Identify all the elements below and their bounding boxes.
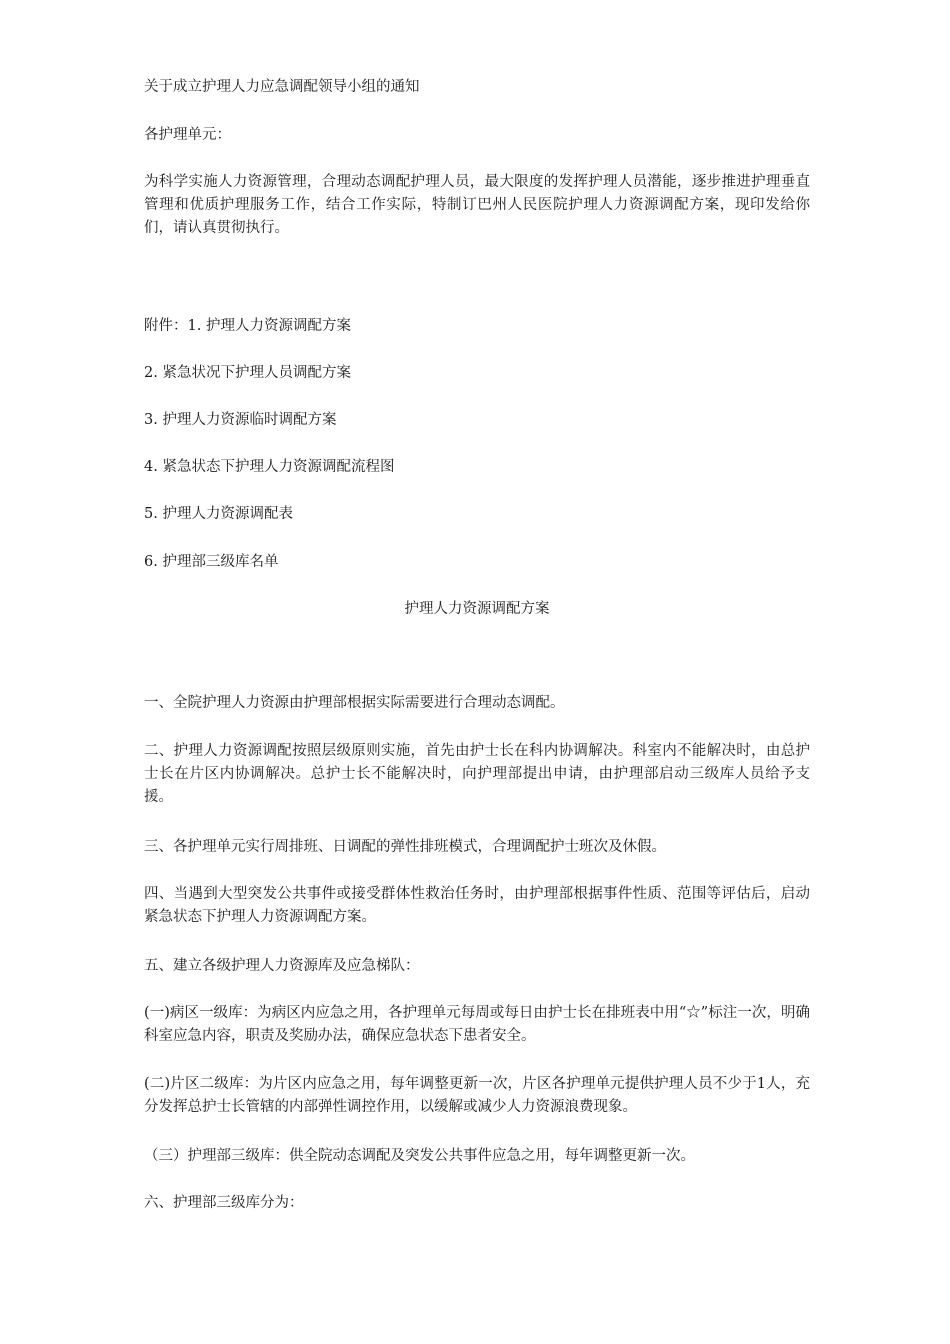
plan-section: 三、各护理单元实行周排班、日调配的弹性排班模式，合理调配护士班次及休假。 — [144, 839, 666, 855]
plan-section: 六、护理部三级库分为： — [144, 1195, 304, 1211]
attachment-item: 3. 护理人力资源临时调配方案 — [144, 412, 337, 428]
attachment-item: 6. 护理部三级库名单 — [144, 554, 279, 570]
plan-section: （三）护理部三级库：供全院动态调配及突发公共事件应急之用，每年调整更新一次。 — [144, 1148, 695, 1164]
attachment-item: 4. 紧急状态下护理人力资源调配流程图 — [144, 459, 395, 475]
plan-section: 五、建立各级护理人力资源库及应急梯队： — [144, 958, 420, 974]
attachment-item: 附件：1. 护理人力资源调配方案 — [144, 318, 351, 334]
plan-section: 一、全院护理人力资源由护理部根据实际需要进行合理动态调配。 — [144, 695, 565, 711]
attachment-item: 5. 护理人力资源调配表 — [144, 506, 293, 522]
plan-section: 二、护理人力资源调配按照层级原则实施，首先由护士长在科内协调解决。科室内不能解决时，由总护士长在片区内协调解决。总护士长不能解决时，向护理部提出申请，由护理部启动三级库人员给予支援。 — [144, 743, 810, 805]
notice-title: 关于成立护理人力应急调配领导小组的通知 — [144, 79, 420, 95]
notice-salutation: 各护理单元： — [144, 127, 231, 143]
plan-section: (一)病区一级库：为病区内应急之用，各护理单元每周或每日由护士长在排班表中用“☆”标注一次，明确科室应急内容，职责及奖励办法，确保应急状态下患者安全。 — [144, 1005, 810, 1044]
plan-section: (二)片区二级库：为片区内应急之用，每年调整更新一次，片区各护理单元提供护理人员不少于1人，充分发挥总护士长管辖的内部弹性调控作用，以缓解或减少人力资源浪费现象。 — [144, 1076, 810, 1115]
attachment-item: 2. 紧急状况下护理人员调配方案 — [144, 365, 351, 381]
plan-section: 四、当遇到大型突发公共事件或接受群体性救治任务时，由护理部根据事件性质、范围等评估后，启动紧急状态下护理人力资源调配方案。 — [144, 886, 810, 925]
plan-heading: 护理人力资源调配方案 — [404, 601, 550, 617]
notice-body: 为科学实施人力资源管理，合理动态调配护理人员，最大限度的发挥护理人员潜能，逐步推进护理垂直管理和优质护理服务工作，结合工作实际，特制订巴州人民医院护理人力资源调配方案，现印发给你们，请认真贯彻执行。 — [144, 174, 810, 236]
